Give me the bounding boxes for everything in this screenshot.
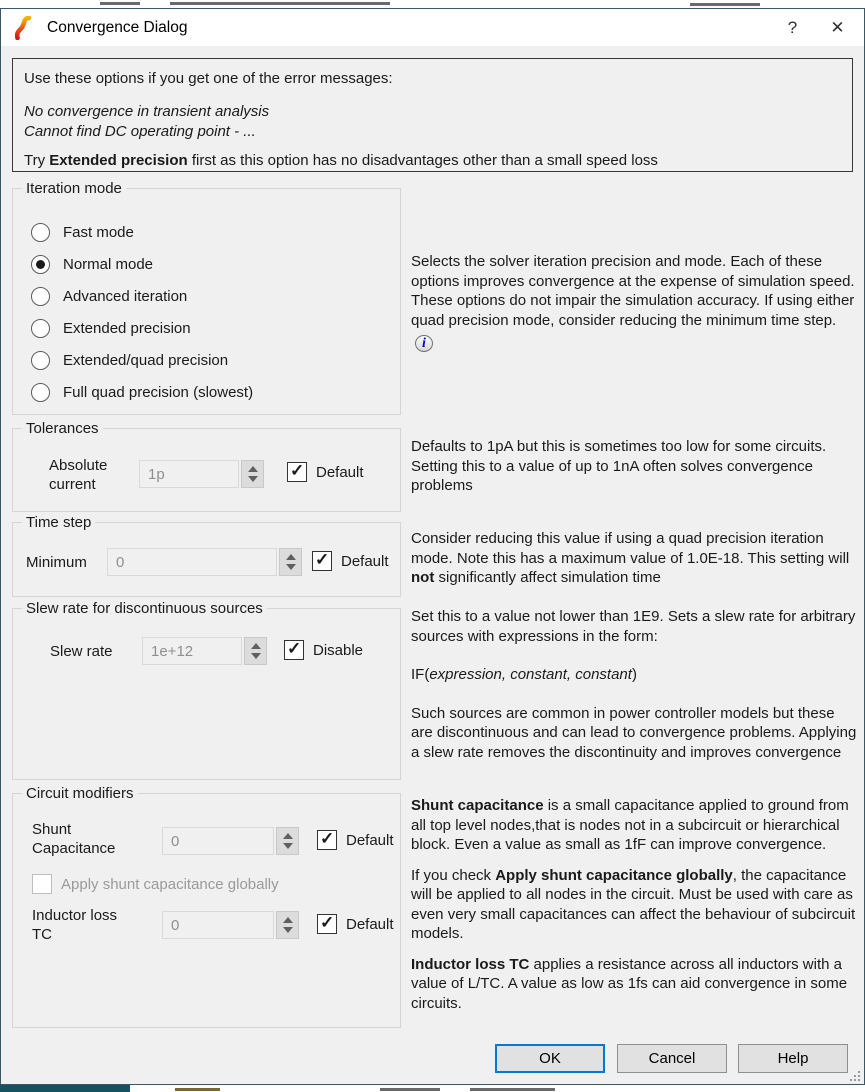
checkbox-icon[interactable] bbox=[312, 551, 332, 571]
spin-up-icon[interactable] bbox=[248, 466, 258, 472]
resize-grip[interactable] bbox=[848, 1069, 860, 1081]
convergence-dialog bbox=[0, 8, 865, 1085]
info-advice: Try Extended precision first as this option has no disadvantages other than a small speed loss bbox=[24, 152, 658, 169]
radio-label: Fast mode bbox=[63, 223, 134, 241]
desktop-artifact bbox=[100, 2, 140, 5]
spin-up-icon[interactable] bbox=[283, 833, 293, 839]
absolute-current-field bbox=[139, 460, 264, 488]
time-step-legend: Time step bbox=[22, 514, 95, 531]
spinner-control[interactable] bbox=[279, 548, 302, 576]
radio-label: Full quad precision (slowest) bbox=[63, 383, 254, 401]
simetrix-app-icon bbox=[13, 16, 35, 40]
shunt-default-checkbox[interactable] bbox=[317, 830, 394, 850]
checkbox-label: Default bbox=[316, 463, 364, 481]
time-step-description bbox=[411, 529, 858, 588]
absolute-current-label: Absolute current bbox=[49, 457, 108, 493]
cancel-button[interactable]: Cancel bbox=[617, 1044, 727, 1073]
shunt-capacitance-input[interactable]: 0 bbox=[162, 827, 274, 855]
radio-advanced-iteration[interactable] bbox=[31, 283, 187, 309]
desktop-artifact bbox=[175, 1088, 220, 1091]
radio-icon[interactable] bbox=[31, 383, 50, 402]
radio-label: Extended/quad precision bbox=[63, 351, 229, 369]
spacer bbox=[24, 89, 841, 102]
spin-down-icon[interactable] bbox=[248, 476, 258, 482]
info-box bbox=[12, 58, 853, 172]
circuit-modifiers-description bbox=[411, 796, 858, 1013]
slew-rate-legend: Slew rate for discontinuous sources bbox=[22, 600, 267, 617]
radio-icon[interactable] bbox=[31, 255, 50, 274]
help-button[interactable]: Help bbox=[738, 1044, 848, 1073]
absolute-current-input[interactable]: 1p bbox=[139, 460, 239, 488]
shunt-capacitance-field bbox=[162, 827, 299, 855]
radio-icon[interactable] bbox=[31, 287, 50, 306]
spin-down-icon[interactable] bbox=[283, 927, 293, 933]
spin-up-icon[interactable] bbox=[286, 554, 296, 560]
checkbox-label: Default bbox=[346, 831, 394, 849]
shunt-capacitance-label: Shunt Capacitance bbox=[32, 821, 116, 857]
spin-down-icon[interactable] bbox=[251, 653, 261, 659]
inductor-loss-tc-input[interactable]: 0 bbox=[162, 911, 274, 939]
checkbox-icon[interactable] bbox=[287, 462, 307, 482]
info-icon[interactable]: i bbox=[415, 335, 433, 352]
description-text: Defaults to 1pA but this is sometimes too low for some circuits. Setting this to a value of up to 1nA often solves convergence problems bbox=[411, 438, 827, 494]
desktop-artifact bbox=[170, 2, 390, 5]
checkbox-label: Default bbox=[341, 552, 389, 570]
error-message-2: Cannot find DC operating point - ... bbox=[24, 123, 256, 140]
circuit-modifiers-group bbox=[12, 785, 401, 1028]
iteration-mode-description bbox=[411, 252, 858, 352]
error-message-1: No convergence in transient analysis bbox=[24, 103, 270, 120]
spinner-control[interactable] bbox=[244, 637, 267, 665]
tolerances-description bbox=[411, 437, 858, 496]
title-bar bbox=[1, 9, 864, 46]
desktop-artifact bbox=[470, 1088, 555, 1091]
iteration-mode-group bbox=[12, 180, 401, 415]
time-step-default-checkbox[interactable] bbox=[312, 551, 389, 571]
desktop-artifact bbox=[690, 3, 760, 6]
inductor-loss-tc-field bbox=[162, 911, 299, 939]
description-paragraph: Inductor loss TC applies a resistance across all inductors with a value of L/TC. A value as low as 1fs can aid convergence in some circuits. bbox=[411, 955, 848, 1012]
radio-label: Advanced iteration bbox=[63, 287, 188, 305]
radio-fast-mode[interactable] bbox=[31, 219, 134, 245]
description-paragraph: IF(expression, constant, constant) bbox=[411, 666, 637, 683]
checkbox-label: Disable bbox=[313, 641, 364, 659]
spinner-control[interactable] bbox=[241, 460, 264, 488]
radio-full-quad-precision[interactable] bbox=[31, 379, 253, 405]
desktop-artifact bbox=[380, 1088, 440, 1091]
minimum-input[interactable]: 0 bbox=[107, 548, 277, 576]
checkbox-label: Apply shunt capacitance globally bbox=[61, 875, 279, 893]
slew-rate-label: Slew rate bbox=[50, 643, 113, 660]
description-text: Consider reducing this value if using a quad precision iteration mode. Note this has a maximum value of 1.0E-18. This setting will not significantly affect simulation time bbox=[411, 530, 850, 586]
minimum-label: Minimum bbox=[26, 554, 87, 571]
apply-shunt-globally-checkbox[interactable] bbox=[32, 874, 279, 894]
tolerances-legend: Tolerances bbox=[22, 420, 103, 437]
spacer bbox=[24, 142, 841, 151]
slew-rate-input[interactable]: 1e+12 bbox=[142, 637, 242, 665]
spin-down-icon[interactable] bbox=[283, 843, 293, 849]
radio-label: Extended precision bbox=[63, 319, 191, 337]
checkbox-icon[interactable] bbox=[284, 640, 304, 660]
slew-rate-description bbox=[411, 607, 858, 762]
slew-rate-field bbox=[142, 637, 267, 665]
ok-button[interactable]: OK bbox=[495, 1044, 605, 1073]
spin-up-icon[interactable] bbox=[251, 643, 261, 649]
radio-icon[interactable] bbox=[31, 319, 50, 338]
close-icon[interactable]: ✕ bbox=[830, 17, 845, 37]
description-paragraph: Shunt capacitance is a small capacitance applied to ground from all top level nodes,that is nodes not in a subcircuit or hierarchical block. Even a value as small as 1fF can improve convergence. bbox=[411, 797, 849, 853]
description-paragraph: Such sources are common in power controller models but these are discontinuous and can lead to convergence problems. Applying a slew rate removes the discontinuity and improves convergence bbox=[411, 704, 857, 761]
spinner-control[interactable] bbox=[276, 827, 299, 855]
checkbox-icon[interactable] bbox=[317, 914, 337, 934]
radio-extended-precision[interactable] bbox=[31, 315, 191, 341]
slew-rate-group bbox=[12, 600, 401, 780]
dialog-body bbox=[1, 46, 864, 1084]
circuit-modifiers-legend: Circuit modifiers bbox=[22, 785, 138, 802]
tolerances-default-checkbox[interactable] bbox=[287, 462, 364, 482]
description-paragraph: Set this to a value not lower than 1E9. Sets a slew rate for arbitrary sources with expressions in the form: bbox=[411, 608, 856, 645]
spinner-control[interactable] bbox=[276, 911, 299, 939]
radio-extended-quad-precision[interactable] bbox=[31, 347, 228, 373]
checkbox-icon[interactable] bbox=[317, 830, 337, 850]
spin-up-icon[interactable] bbox=[283, 917, 293, 923]
spin-down-icon[interactable] bbox=[286, 564, 296, 570]
description-paragraph: If you check Apply shunt capacitance globally, the capacitance will be applied to all nodes in the circuit. Must be used with care as even very small capacitances can affect the behaviour of subcircuit models. bbox=[411, 866, 856, 942]
iteration-mode-legend: Iteration mode bbox=[22, 180, 126, 197]
radio-icon[interactable] bbox=[31, 223, 50, 242]
help-titlebar-button[interactable]: ? bbox=[787, 17, 798, 37]
inductor-loss-tc-label: Inductor loss TC bbox=[32, 907, 118, 943]
checkbox-icon[interactable] bbox=[32, 874, 52, 894]
checkbox-label: Default bbox=[346, 915, 394, 933]
tolerances-group bbox=[12, 420, 401, 512]
inductor-default-checkbox[interactable] bbox=[317, 914, 394, 934]
info-intro: Use these options if you get one of the error messages: bbox=[24, 70, 393, 87]
description-text: Selects the solver iteration precision and mode. Each of these options improves convergence at the expense of simulation speed. These options do not impair the simulation accuracy. If using either quad precision mode, consider reducing the minimum time step. bbox=[411, 253, 855, 329]
desktop-artifact bbox=[0, 1085, 130, 1092]
radio-normal-mode[interactable] bbox=[31, 251, 153, 277]
time-step-group bbox=[12, 514, 401, 597]
minimum-field bbox=[107, 548, 302, 576]
radio-icon[interactable] bbox=[31, 351, 50, 370]
radio-label: Normal mode bbox=[63, 255, 154, 273]
slew-rate-disable-checkbox[interactable] bbox=[284, 640, 363, 660]
window-title: Convergence Dialog bbox=[47, 18, 188, 36]
